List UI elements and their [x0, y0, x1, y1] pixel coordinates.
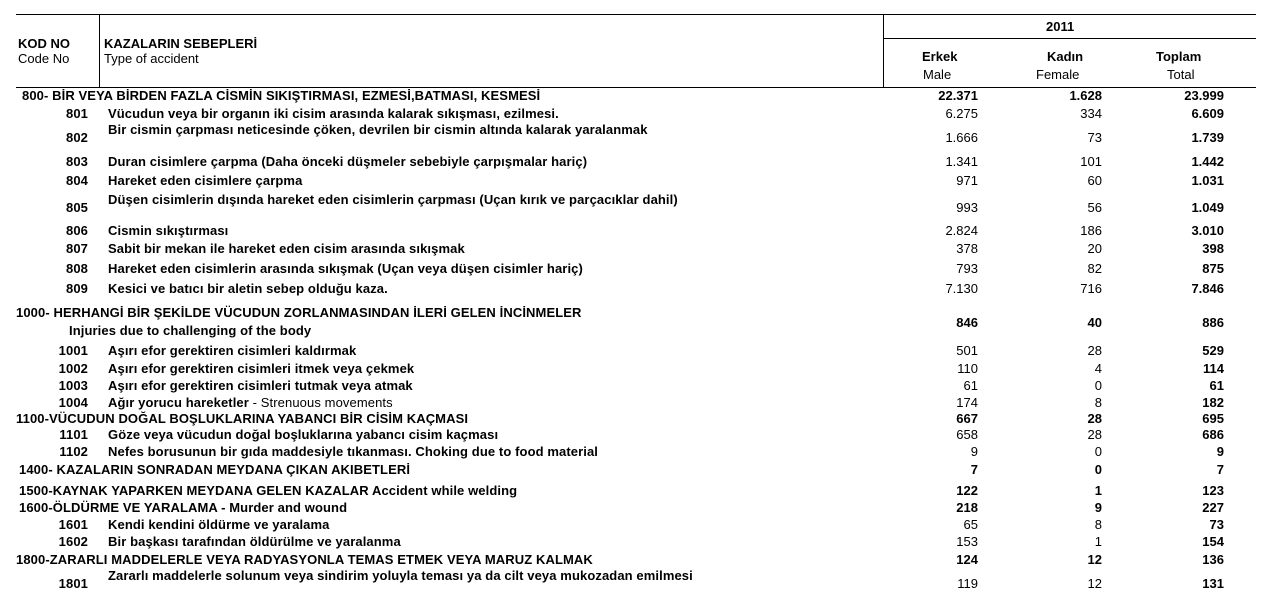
row-description-tr: Hareket eden cisimlerin arasında sıkışmak (Uçan veya düşen cisimler hariç) — [108, 261, 583, 276]
value-total: 1.031 — [1191, 173, 1224, 188]
value-male: 218 — [956, 500, 978, 515]
value-female: 1 — [1094, 483, 1102, 498]
table-row — [0, 379, 1273, 393]
row-code: 804 — [66, 173, 88, 188]
row-description — [108, 282, 880, 296]
row-code: 809 — [66, 281, 88, 296]
value-total: 695 — [1202, 411, 1224, 426]
value-female: 82 — [1087, 261, 1102, 276]
value-male: 122 — [956, 483, 978, 498]
table-row — [0, 569, 1273, 597]
kod-no-label: KOD NO — [18, 36, 70, 51]
table-row — [0, 445, 1273, 459]
table-row — [0, 428, 1273, 442]
value-male: 1.666 — [945, 130, 978, 145]
table-row — [0, 344, 1273, 358]
section-title: 1800-ZARARLI MADDELERLE VEYA RADYASYONLA TEMAS ETMEK VEYA MARUZ KALMAK — [16, 552, 593, 567]
row-description — [108, 242, 880, 256]
table-row — [0, 463, 1273, 477]
section-title: 1000- HERHANGİ BİR ŞEKİLDE VÜCUDUN ZORLANMASINDAN İLERİ GELEN İNCİNMELER — [16, 305, 582, 320]
value-total: 23.999 — [1184, 88, 1224, 103]
row-description — [108, 344, 880, 358]
value-total: 875 — [1202, 261, 1224, 276]
value-female: 28 — [1087, 427, 1102, 442]
value-total: 61 — [1209, 378, 1224, 393]
value-male: 153 — [956, 534, 978, 549]
row-description — [108, 174, 880, 188]
value-total: 1.049 — [1191, 200, 1224, 215]
value-female: 12 — [1087, 576, 1102, 591]
table-row — [0, 282, 1273, 296]
row-code: 806 — [66, 223, 88, 238]
row-code: 1602 — [58, 534, 88, 549]
row-description — [108, 569, 880, 583]
year-label: 2011 — [1046, 19, 1075, 34]
row-description-tr: Vücudun veya bir organın iki cisim arasında kalarak sıkışması, ezilmesi. — [108, 106, 559, 121]
header-divider — [99, 15, 100, 87]
value-total: 3.010 — [1191, 223, 1224, 238]
table-row — [0, 224, 1273, 238]
value-female: 0 — [1094, 462, 1102, 477]
table-row — [0, 412, 1273, 426]
value-male: 110 — [957, 361, 978, 376]
table-row — [0, 501, 1273, 515]
value-total: 114 — [1203, 361, 1224, 376]
table-row — [0, 553, 1273, 567]
row-description-tr: Aşırı efor gerektiren cisimleri itmek veya çekmek — [108, 361, 415, 376]
value-female: 0 — [1094, 444, 1102, 459]
value-female: 12 — [1087, 552, 1102, 567]
table-row — [0, 242, 1273, 256]
value-total: 154 — [1202, 534, 1224, 549]
table-row — [0, 89, 1273, 103]
value-male: 793 — [956, 261, 978, 276]
value-total: 182 — [1202, 395, 1224, 410]
value-female: 20 — [1087, 241, 1102, 256]
row-code: 1001 — [58, 343, 88, 358]
value-female: 0 — [1094, 378, 1102, 393]
value-male: 7 — [970, 462, 978, 477]
value-female: 28 — [1087, 411, 1102, 426]
value-female: 4 — [1094, 361, 1102, 376]
row-description — [108, 362, 880, 376]
table-row — [0, 484, 1273, 498]
row-code: 1004 — [58, 395, 88, 410]
table-row — [0, 262, 1273, 276]
row-code: 803 — [66, 154, 88, 169]
row-code: 1102 — [59, 444, 88, 459]
value-male: 174 — [956, 395, 978, 410]
row-description — [108, 107, 880, 121]
row-code: 807 — [66, 241, 88, 256]
row-description-tr: Hareket eden cisimlere çarpma — [108, 173, 303, 188]
value-male: 1.341 — [945, 154, 978, 169]
value-total: 7.846 — [1191, 281, 1224, 296]
row-code: 802 — [66, 130, 88, 145]
section-title: 800- BİR VEYA BİRDEN FAZLA CİSMİN SIKIŞTIRMASI, EZMESİ,BATMASI, KESMESİ — [22, 88, 541, 103]
table-row — [0, 518, 1273, 532]
row-description — [108, 445, 880, 459]
section-title: 1100-VÜCUDUN DOĞAL BOŞLUKLARINA YABANCI BİR CİSİM KAÇMASI — [16, 411, 469, 426]
value-total: 131 — [1202, 576, 1224, 591]
row-code: 1003 — [58, 378, 88, 393]
table-row — [0, 123, 1273, 151]
value-total: 7 — [1216, 462, 1224, 477]
value-total: 136 — [1202, 552, 1224, 567]
value-female: 334 — [1080, 106, 1102, 121]
row-description — [108, 224, 880, 238]
row-description-tr: Ağır yorucu hareketler — [108, 395, 249, 410]
row-description — [108, 379, 880, 393]
row-code: 1002 — [58, 361, 88, 376]
female-label: Female — [1036, 67, 1080, 82]
value-male: 501 — [956, 343, 978, 358]
section-title: 1400- KAZALARIN SONRADAN MEYDANA ÇIKAN AKIBETLERİ — [19, 462, 411, 477]
value-total: 1.442 — [1191, 154, 1224, 169]
value-male: 993 — [956, 200, 978, 215]
row-description — [108, 193, 880, 207]
title-en: Type of accident — [104, 51, 199, 66]
table-row — [0, 306, 1273, 336]
value-female: 186 — [1080, 223, 1102, 238]
value-total: 529 — [1202, 343, 1224, 358]
row-description — [108, 123, 880, 137]
title-tr: KAZALARIN SEBEPLERİ — [104, 36, 258, 51]
value-male: 124 — [956, 552, 978, 567]
erkek-label: Erkek — [922, 49, 958, 64]
value-female: 9 — [1094, 500, 1102, 515]
value-total: 123 — [1202, 483, 1224, 498]
value-male: 378 — [956, 241, 978, 256]
row-description-tr: Bir cismin çarpması neticesinde çöken, devrilen bir cismin altında kalarak yaralanmak — [108, 122, 648, 137]
value-male: 119 — [957, 576, 978, 591]
value-male: 2.824 — [945, 223, 978, 238]
value-male: 667 — [956, 411, 978, 426]
value-total: 1.739 — [1191, 130, 1224, 145]
value-male: 65 — [963, 517, 978, 532]
row-description — [108, 518, 880, 532]
row-description-tr: Zararlı maddelerle solunum veya sindirim yoluyla teması ya da cilt veya mukozadan emilmesi — [108, 568, 693, 583]
value-male: 61 — [963, 378, 978, 393]
table-row — [0, 174, 1273, 188]
row-description-tr: Duran cisimlere çarpma (Daha önceki düşmeler sebebiyle çarpışmalar hariç) — [108, 154, 588, 169]
value-female: 60 — [1087, 173, 1102, 188]
value-female: 1 — [1094, 534, 1102, 549]
row-description-tr: Göze veya vücudun doğal boşluklarına yabancı cisim kaçması — [108, 427, 499, 442]
table-row — [0, 193, 1273, 221]
row-description-tr: Cismin sıkıştırması — [108, 223, 229, 238]
value-female: 56 — [1087, 200, 1102, 215]
value-female: 716 — [1080, 281, 1102, 296]
value-female: 73 — [1087, 130, 1102, 145]
row-description — [108, 535, 880, 549]
table-row — [0, 362, 1273, 376]
kadin-label: Kadın — [1047, 49, 1084, 64]
row-description-tr: Kendi kendini öldürme ve yaralama — [108, 517, 330, 532]
header-divider — [883, 38, 1256, 39]
row-description — [108, 396, 880, 410]
male-label: Male — [923, 67, 952, 82]
value-female: 1.628 — [1069, 88, 1102, 103]
row-description-tr: Aşırı efor gerektiren cisimleri kaldırmak — [108, 343, 357, 358]
value-female: 40 — [1087, 315, 1102, 330]
value-total: 686 — [1202, 427, 1224, 442]
row-code: 801 — [66, 106, 88, 121]
value-female: 8 — [1094, 517, 1102, 532]
value-female: 101 — [1080, 154, 1102, 169]
row-code: 1601 — [58, 517, 88, 532]
section-title: 1600-ÖLDÜRME VE YARALAMA - Murder and wound — [19, 500, 348, 515]
value-total: 886 — [1202, 315, 1224, 330]
row-code: 1801 — [58, 576, 88, 591]
section-title: 1500-KAYNAK YAPARKEN MEYDANA GELEN KAZALAR Accident while welding — [19, 483, 518, 498]
header-divider — [883, 15, 884, 87]
value-total: 9 — [1216, 444, 1224, 459]
row-code: 805 — [66, 200, 88, 215]
toplam-label: Toplam — [1156, 49, 1202, 64]
value-male: 658 — [956, 427, 978, 442]
value-male: 846 — [956, 315, 978, 330]
row-description — [108, 262, 880, 276]
row-description — [108, 155, 880, 169]
table-row — [0, 396, 1273, 410]
value-female: 28 — [1087, 343, 1102, 358]
row-code: 808 — [66, 261, 88, 276]
value-total: 398 — [1202, 241, 1224, 256]
row-code: 1101 — [59, 427, 88, 442]
row-description-tr: Sabit bir mekan ile hareket eden cisim arasında sıkışmak — [108, 241, 465, 256]
row-description-tr: Düşen cisimlerin dışında hareket eden cisimlerin çarpması (Uçan kırık ve parçacıklar dahil) — [108, 192, 678, 207]
row-description-tr: Bir başkası tarafından öldürülme ve yaralanma — [108, 534, 401, 549]
value-male: 7.130 — [945, 281, 978, 296]
row-description-en: - Strenuous movements — [248, 395, 393, 410]
table-row — [0, 107, 1273, 121]
value-total: 6.609 — [1191, 106, 1224, 121]
row-description-tr: Nefes borusunun bir gıda maddesiyle tıkanması. Choking due to food material — [108, 444, 599, 459]
value-male: 6.275 — [945, 106, 978, 121]
total-label: Total — [1167, 67, 1195, 82]
row-description-tr: Aşırı efor gerektiren cisimleri tutmak veya atmak — [108, 378, 413, 393]
table-row — [0, 155, 1273, 169]
value-female: 8 — [1094, 395, 1102, 410]
value-total: 227 — [1202, 500, 1224, 515]
value-male: 971 — [956, 173, 978, 188]
row-description-tr: Kesici ve batıcı bir aletin sebep olduğu kaza. — [108, 281, 388, 296]
value-male: 9 — [970, 444, 978, 459]
row-description — [108, 428, 880, 442]
section-title-en: Injuries due to challenging of the body — [69, 323, 312, 338]
value-male: 22.371 — [938, 88, 978, 103]
code-no-label: Code No — [18, 51, 70, 66]
table-row — [0, 535, 1273, 549]
table-header — [16, 14, 1256, 88]
value-total: 73 — [1209, 517, 1224, 532]
